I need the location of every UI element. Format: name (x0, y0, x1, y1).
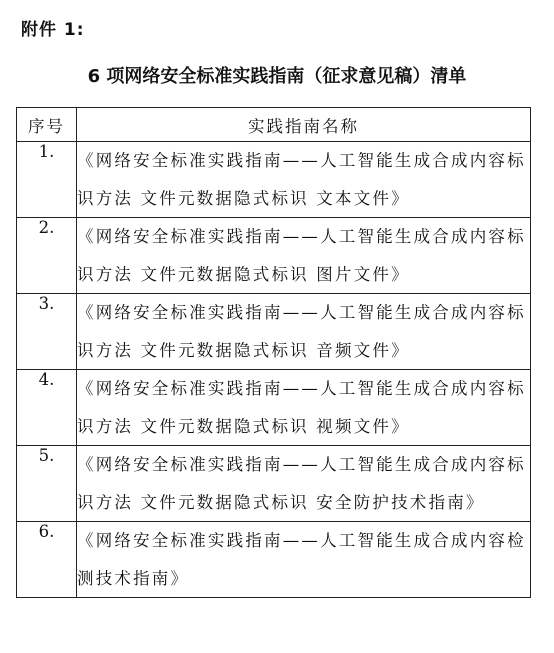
row-guide-name: 《网络安全标准实践指南——人工智能生成合成内容标识方法 文件元数据隐式标识 视频文件》 (77, 370, 531, 446)
row-number: 2. (17, 218, 77, 294)
document-title: 6 项网络安全标准实践指南（征求意见稿）清单 (87, 66, 467, 87)
row-number: 5. (17, 446, 77, 522)
header-guide-name: 实践指南名称 (77, 108, 531, 142)
row-guide-name: 《网络安全标准实践指南——人工智能生成合成内容标识方法 文件元数据隐式标识 图片文件》 (77, 218, 531, 294)
guide-list-table (16, 107, 531, 598)
attachment-label: 附件 1: (21, 20, 85, 40)
row-number: 6. (17, 522, 77, 598)
table-row (17, 522, 531, 598)
table-header-row (17, 108, 531, 142)
row-guide-name: 《网络安全标准实践指南——人工智能生成合成内容标识方法 文件元数据隐式标识 文本文件》 (77, 142, 531, 218)
row-number: 3. (17, 294, 77, 370)
table-row (17, 446, 531, 522)
table-row (17, 218, 531, 294)
table-row (17, 370, 531, 446)
row-number: 4. (17, 370, 77, 446)
row-number: 1. (17, 142, 77, 218)
row-guide-name: 《网络安全标准实践指南——人工智能生成合成内容标识方法 文件元数据隐式标识 安全防护技术指南》 (77, 446, 531, 522)
row-guide-name: 《网络安全标准实践指南——人工智能生成合成内容标识方法 文件元数据隐式标识 音频文件》 (77, 294, 531, 370)
table-row (17, 142, 531, 218)
table-row (17, 294, 531, 370)
row-guide-name: 《网络安全标准实践指南——人工智能生成合成内容检测技术指南》 (77, 522, 531, 598)
header-serial-number: 序号 (17, 108, 77, 142)
